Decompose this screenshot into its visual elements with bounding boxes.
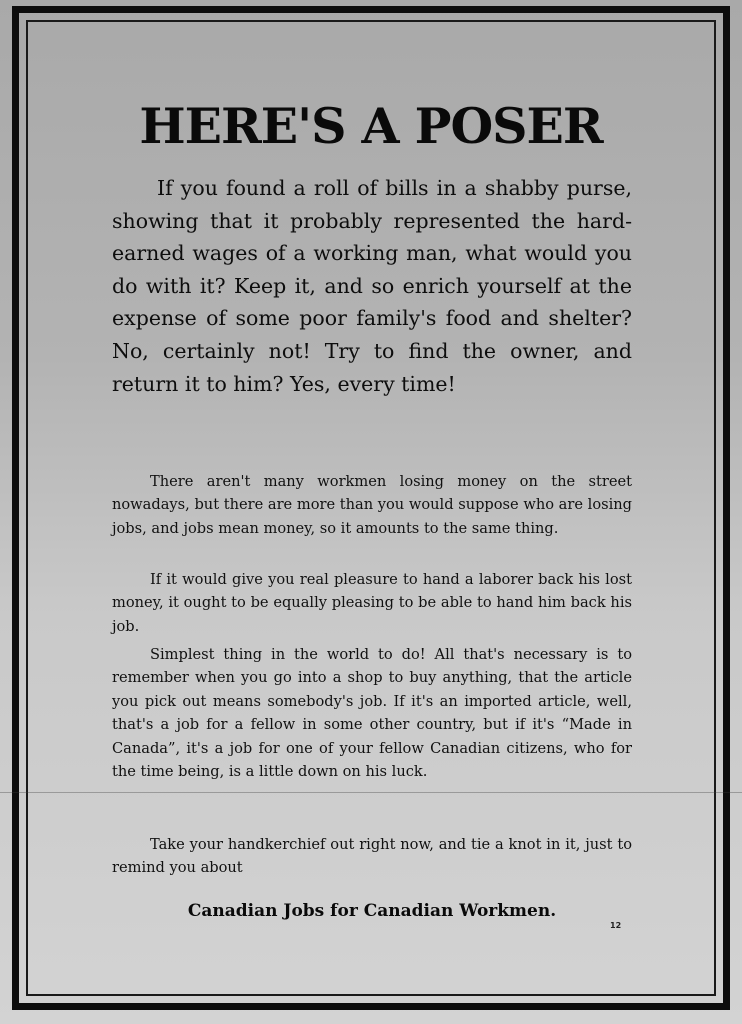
paper-fold-line xyxy=(0,792,742,793)
ad-slogan: Canadian Jobs for Canadian Workmen. xyxy=(187,901,557,921)
ad-headline: HERE'S A POSER xyxy=(139,97,603,155)
body-paragraph-4: Take your handkerchief out right now, and tie a knot in it, just to remind you about xyxy=(112,836,632,877)
body-paragraph-2: If it would give you real pleasure to hand a laborer back his lost money, it ought to be equally pleasing to be able to hand him back his job. xyxy=(112,571,632,635)
lead-paragraph: If you found a roll of bills in a shabby purse, showing that it probably represented the hard-earned wages of a working man, what would you do with it? Keep it, and so enrich yourself at the expense of some poor family's food and shelter? No, certainly not! Try to find the owner, and return it to him? Yes, every time! xyxy=(112,176,632,396)
body-paragraph-1: There aren't many workmen losing money on the street nowadays, but there are more than you would suppose who are losing jobs, and jobs mean money, so it amounts to the same thing. xyxy=(112,473,632,537)
body-paragraph-3: Simplest thing in the world to do! All that's necessary is to remember when you go into a shop to buy anything, that the article you pick out means somebody's job. If it's an imported article, well, that's a job for a fellow in some other country, but if it's “Made in Canada”, it's a job for one of your fellow Canadian citizens, who for the time being, is a little down on his luck. xyxy=(112,646,632,781)
ad-code-number: 12 xyxy=(610,921,622,930)
